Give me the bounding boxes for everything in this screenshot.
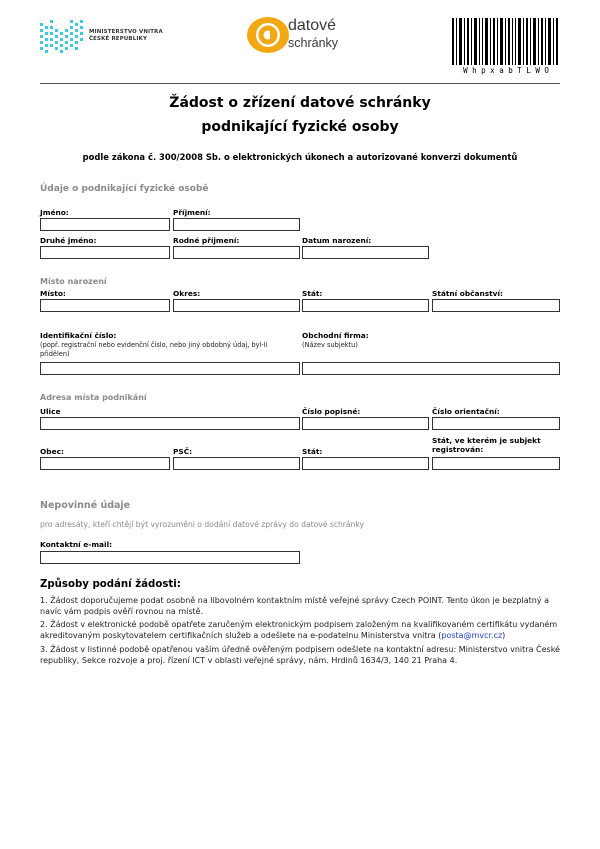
input-ulice[interactable] — [40, 417, 300, 430]
input-jmeno[interactable] — [40, 218, 170, 231]
barcode-bars — [452, 18, 560, 65]
page-title-line2: podnikající fyzické osoby — [201, 119, 399, 135]
method-item-2-end: ) — [502, 630, 506, 640]
ministry-logo — [40, 19, 85, 55]
section-address-title: Adresa místa podnikání — [40, 393, 147, 402]
method-item-3: 3. Žádost v listinné podobě opatřenou vaším úředně ověřeným podpisem odešlete na kontaktní adresu: Ministerstvo vnitra České republiky, Sekce rozvoje a proj. řízení ICT v oblasti veřejné správy, nám. Hrdinů 1634/3, 140 21 Praha 4. — [40, 645, 560, 665]
label-kontaktni-email: Kontaktní e-mail: — [40, 540, 113, 549]
method-item-1: 1. Žádost doporučujeme podat osobně na libovolném kontaktním místě veřejné správy Czech POINT. Tento úkon je bezplatný a navíc vám podpis ověří rovnou na místě. — [40, 596, 550, 616]
input-druhe-jmeno[interactable] — [40, 246, 170, 259]
input-stat-narozeni[interactable] — [302, 299, 429, 312]
label-stat-narozeni: Stát: — [302, 289, 323, 298]
header-divider — [40, 83, 560, 84]
label-prijmeni: Příjmení: — [173, 208, 211, 217]
input-rodne-prijmeni[interactable] — [173, 246, 300, 259]
ministry-name-line1: MINISTERSTVO VNITRA — [89, 29, 163, 35]
note-ic: (popř. registrační nebo evidenční číslo, nebo jiný obdobný údaj, byl-li přidělen) — [40, 341, 268, 358]
section-birth-title: Místo narození — [40, 277, 107, 286]
input-okres[interactable] — [173, 299, 300, 312]
input-cislo-orientacni[interactable] — [432, 417, 560, 430]
at-sign-icon — [246, 16, 290, 54]
section-optional-title: Nepovinné údaje — [40, 500, 131, 511]
label-ulice: Ulice — [40, 407, 61, 416]
page-subtitle: podle zákona č. 300/2008 Sb. o elektronických úkonech a autorizované konverzi dokumentů — [82, 152, 518, 162]
input-psc[interactable] — [173, 457, 300, 470]
logo-text-schranky: schránky — [288, 36, 339, 50]
label-okres: Okres: — [173, 289, 201, 298]
label-cislo-popisne: Číslo popisné: — [302, 407, 361, 416]
input-obchodni-firma[interactable] — [302, 362, 560, 375]
ministry-name-line2: ČESKÉ REPUBLIKY — [89, 36, 148, 42]
methods-title: Způsoby podání žádosti: — [40, 579, 181, 590]
section-person-title: Údaje o podnikající fyzické osobě — [40, 184, 209, 194]
input-obcanstvi[interactable] — [432, 299, 560, 312]
method-item-2-email-link[interactable]: posta@mvcr.cz — [441, 630, 503, 640]
note-obchodni-firma: (Název subjektu) — [302, 341, 358, 349]
input-prijmeni[interactable] — [173, 218, 300, 231]
label-stat-registrace: Stát, ve kterém je subjekt registrován: — [432, 436, 541, 454]
label-rodne-prijmeni: Rodné příjmení: — [173, 236, 240, 245]
label-obec: Obec: — [40, 447, 64, 456]
input-datum-narozeni[interactable] — [302, 246, 429, 259]
ministry-logo-mark — [40, 19, 82, 53]
input-obec[interactable] — [40, 457, 170, 470]
method-item-2-text: 2. Žádost v elektronické podobě opatřete zaručeným elektronickým podpisem založeným na kvalifikovaném certifikátu vydaném akreditovaným poskytovatelem certifikačních služeb a odešlete na e-podatelnu Ministerstva vnitra ( — [40, 620, 558, 640]
optional-note: pro adresáty, kteří chtějí být vyrozuměni o dodání datové zprávy do datové schránky — [40, 520, 365, 529]
label-stat-adresa: Stát: — [302, 447, 323, 456]
input-kontaktni-email[interactable] — [40, 551, 300, 564]
page-title-line1: Žádost o zřízení datové schránky — [169, 95, 431, 111]
label-ic: Identifikační číslo: — [40, 331, 117, 340]
datove-schranky-logo — [246, 16, 356, 54]
label-obcanstvi: Státní občanství: — [432, 289, 503, 298]
input-ic[interactable] — [40, 362, 300, 375]
input-misto[interactable] — [40, 299, 170, 312]
label-psc: PSČ: — [173, 447, 193, 456]
label-druhe-jmeno: Druhé jméno: — [40, 236, 97, 245]
input-stat-adresa[interactable] — [302, 457, 429, 470]
input-stat-registrace[interactable] — [432, 457, 560, 470]
method-item-2 — [40, 620, 560, 641]
barcode-text: W h p x a b T L W O — [463, 66, 549, 75]
label-jmeno: Jméno: — [40, 208, 69, 217]
label-obchodni-firma: Obchodní firma: — [302, 331, 369, 340]
label-misto: Místo: — [40, 289, 66, 298]
logo-text-datove: datové — [288, 17, 337, 34]
barcode — [452, 18, 560, 65]
label-cislo-orientacni: Číslo orientační: — [432, 407, 500, 416]
label-datum-narozeni: Datum narození: — [302, 236, 372, 245]
input-cislo-popisne[interactable] — [302, 417, 429, 430]
